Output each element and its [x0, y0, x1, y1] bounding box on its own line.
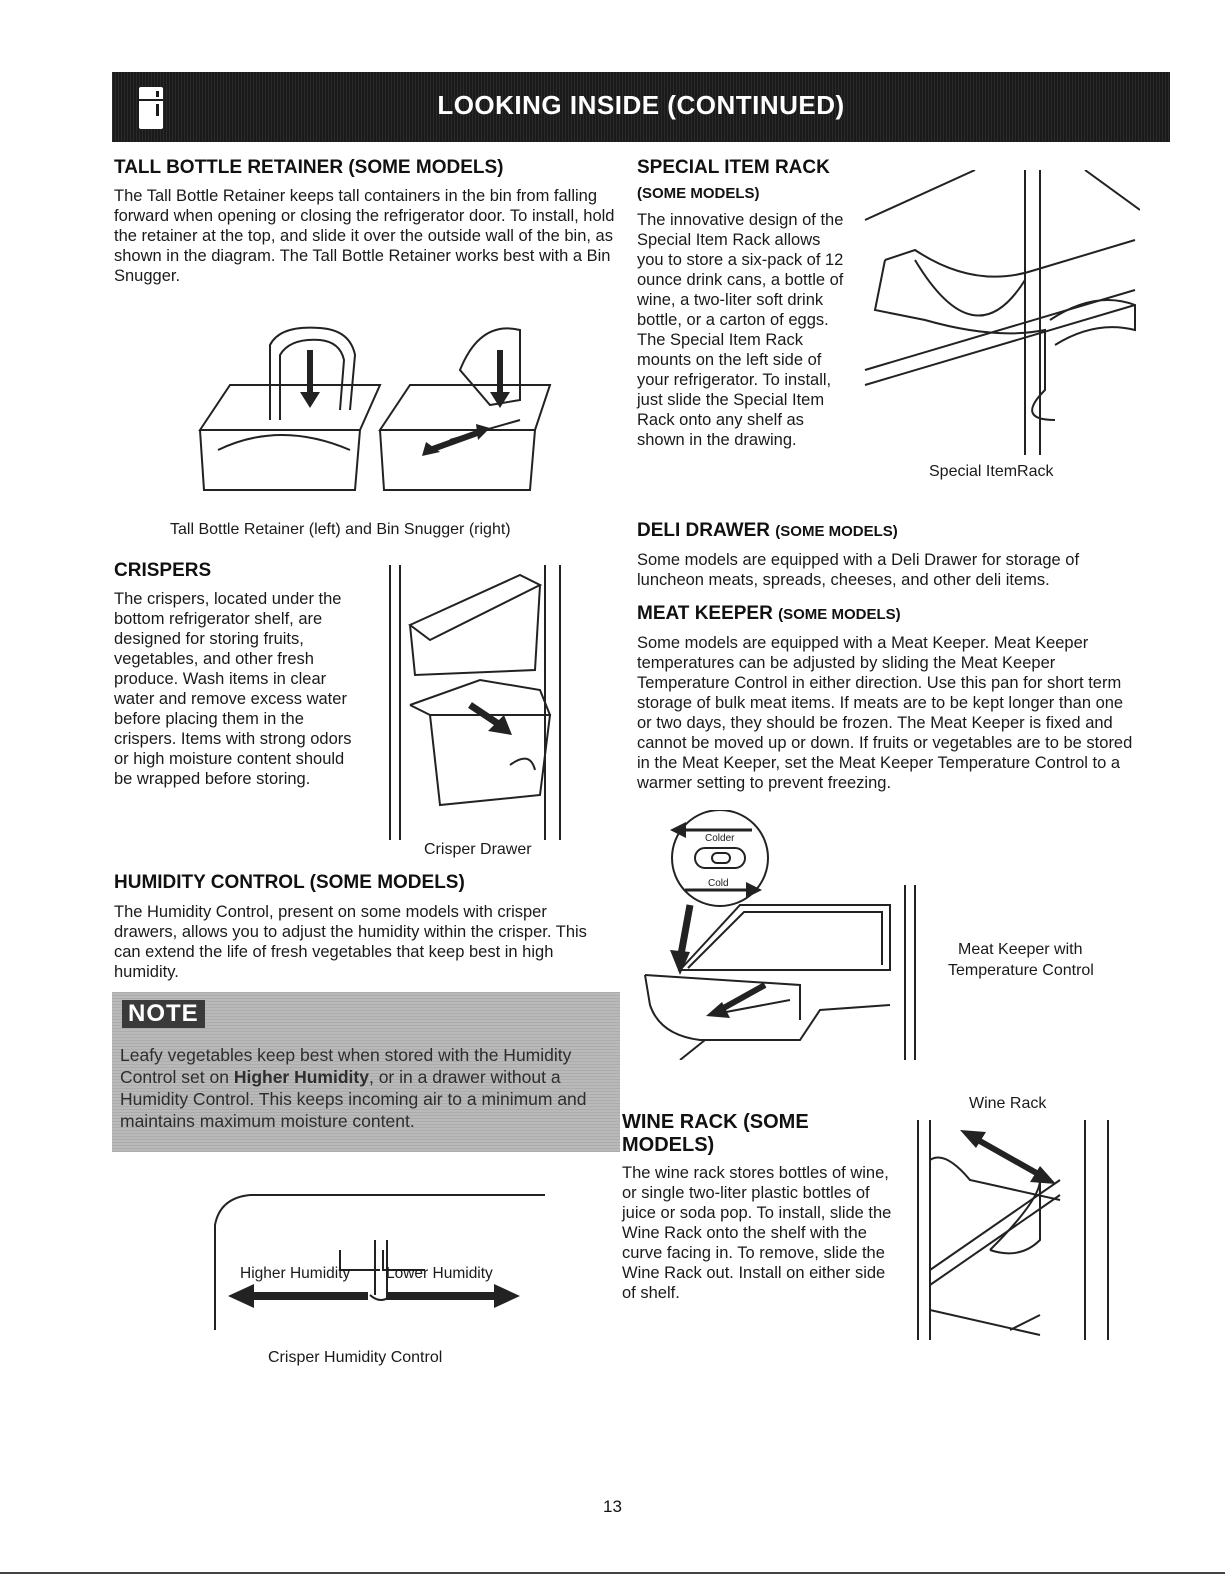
deli-heading	[637, 520, 898, 543]
crisper-drawer-illustration	[370, 565, 620, 840]
crispers-heading: CRISPERS	[114, 560, 212, 581]
deli-text: Some models are equipped with a Deli Drawer for storage of luncheon meats, spreads, cheeses, and other deli items.	[637, 551, 1080, 589]
note-text-after: , or in a drawer without a Humidity Control. This keeps incoming air to a minimum and maintains maximum moisture content.	[120, 1067, 587, 1131]
special-item-rack-illustration	[855, 170, 1140, 455]
deli-heading-small: (SOME MODELS)	[775, 523, 898, 540]
meat-text: Some models are equipped with a Meat Keeper. Meat Keeper temperatures can be adjusted by sliding the Meat Keeper Temperature Control in either direction. Use this pan for short term storage of bulk meat items. If meats are to be kept longer than one or two days, they should be frozen. The Meat Keeper is fixed and cannot be moved up or down. If fruits or vegetables are to be stored in the Meat Keeper, set the Meat Keeper Temperature Control to a warmer setting to prevent freezing.	[637, 634, 1133, 792]
wine-heading-line2: MODELS)	[622, 1134, 715, 1156]
tall-bottle-retainer-illustration	[190, 300, 570, 505]
wine-text: The wine rack stores bottles of wine, or single two-liter plastic bottles of juice or soda pop. To install, slide the Wine Rack onto the shelf with the curve facing in. To remove, slide the Wine Rack out. Install on either side of shelf.	[622, 1164, 892, 1302]
tall-bottle-text: The Tall Bottle Retainer keeps tall containers in the bin from falling forward when opening or closing the refrigerator door. To install, hold the retainer at the top, and slide it over the outside wall of the bin, as shown in the diagram. The Tall Bottle Retainer works best with a Bin Snugger.	[114, 187, 615, 285]
bottom-rule	[0, 1572, 1225, 1574]
meat-caption-line1: Meat Keeper with	[958, 941, 1083, 958]
section-banner	[112, 72, 1170, 142]
cold-label: Cold	[708, 878, 729, 889]
meat-heading	[637, 603, 901, 626]
page-number: 13	[603, 1497, 622, 1516]
note-text-before: Leafy vegetables keep best when stored with the Humidity Control set on	[120, 1045, 572, 1087]
tall-bottle-heading: TALL BOTTLE RETAINER (SOME MODELS)	[114, 157, 504, 178]
humidity-control-caption: Crisper Humidity Control	[268, 1349, 443, 1366]
humidity-arrows	[228, 1282, 520, 1312]
humidity-text: The Humidity Control, present on some models with crisper drawers, allows you to adjust the humidity within the crisper. This can extend the life of fresh vegetables that keep best in high humidity.	[114, 903, 587, 981]
note-box	[112, 992, 620, 1152]
note-text	[120, 1044, 610, 1132]
meat-keeper-illustration	[640, 810, 930, 1060]
higher-humidity-label: Higher Humidity	[240, 1265, 351, 1282]
special-rack-heading: SPECIAL ITEM RACK	[637, 157, 830, 178]
special-rack-subheading: (SOME MODELS)	[637, 185, 760, 202]
lower-humidity-label: Lower Humidity	[386, 1265, 493, 1282]
tall-bottle-caption: Tall Bottle Retainer (left) and Bin Snugger (right)	[170, 521, 511, 538]
lower-humidity-arrow	[386, 1292, 498, 1300]
higher-humidity-arrow	[250, 1292, 368, 1300]
special-rack-caption: Special ItemRack	[929, 463, 1054, 480]
colder-label: Colder	[705, 833, 735, 844]
humidity-heading: HUMIDITY CONTROL (SOME MODELS)	[114, 872, 465, 893]
banner-title: LOOKING INSIDE (CONTINUED)	[437, 90, 845, 120]
deli-heading-main: DELI DRAWER	[637, 520, 770, 541]
wine-heading-line1: WINE RACK (SOME	[622, 1111, 809, 1133]
note-title: NOTE	[122, 1000, 205, 1028]
crispers-text: The crispers, located under the bottom refrigerator shelf, are designed for storing fruits, vegetables, and other fresh produce. Wash items in clear water and remove excess water before placing them in the crispers. Items with strong odors or high moisture content should be wrapped before storing.	[114, 590, 352, 788]
note-text-bold: Higher Humidity	[233, 1067, 369, 1087]
wine-rack-caption: Wine Rack	[969, 1095, 1047, 1112]
wine-rack-illustration	[890, 1120, 1120, 1340]
meat-heading-small: (SOME MODELS)	[778, 606, 901, 623]
special-rack-text: The innovative design of the Special Item Rack allows you to store a six-pack of 12 ounce drink cans, a bottle of wine, a two-liter soft drink bottle, or a carton of eggs. The Special Item Rack mounts on the left side of your refrigerator. To install, just slide the Special Item Rack onto any shelf as shown in the drawing.	[637, 211, 844, 449]
meat-heading-main: MEAT KEEPER	[637, 603, 773, 624]
crisper-drawer-caption: Crisper Drawer	[424, 841, 532, 858]
meat-caption-line2: Temperature Control	[948, 962, 1094, 979]
